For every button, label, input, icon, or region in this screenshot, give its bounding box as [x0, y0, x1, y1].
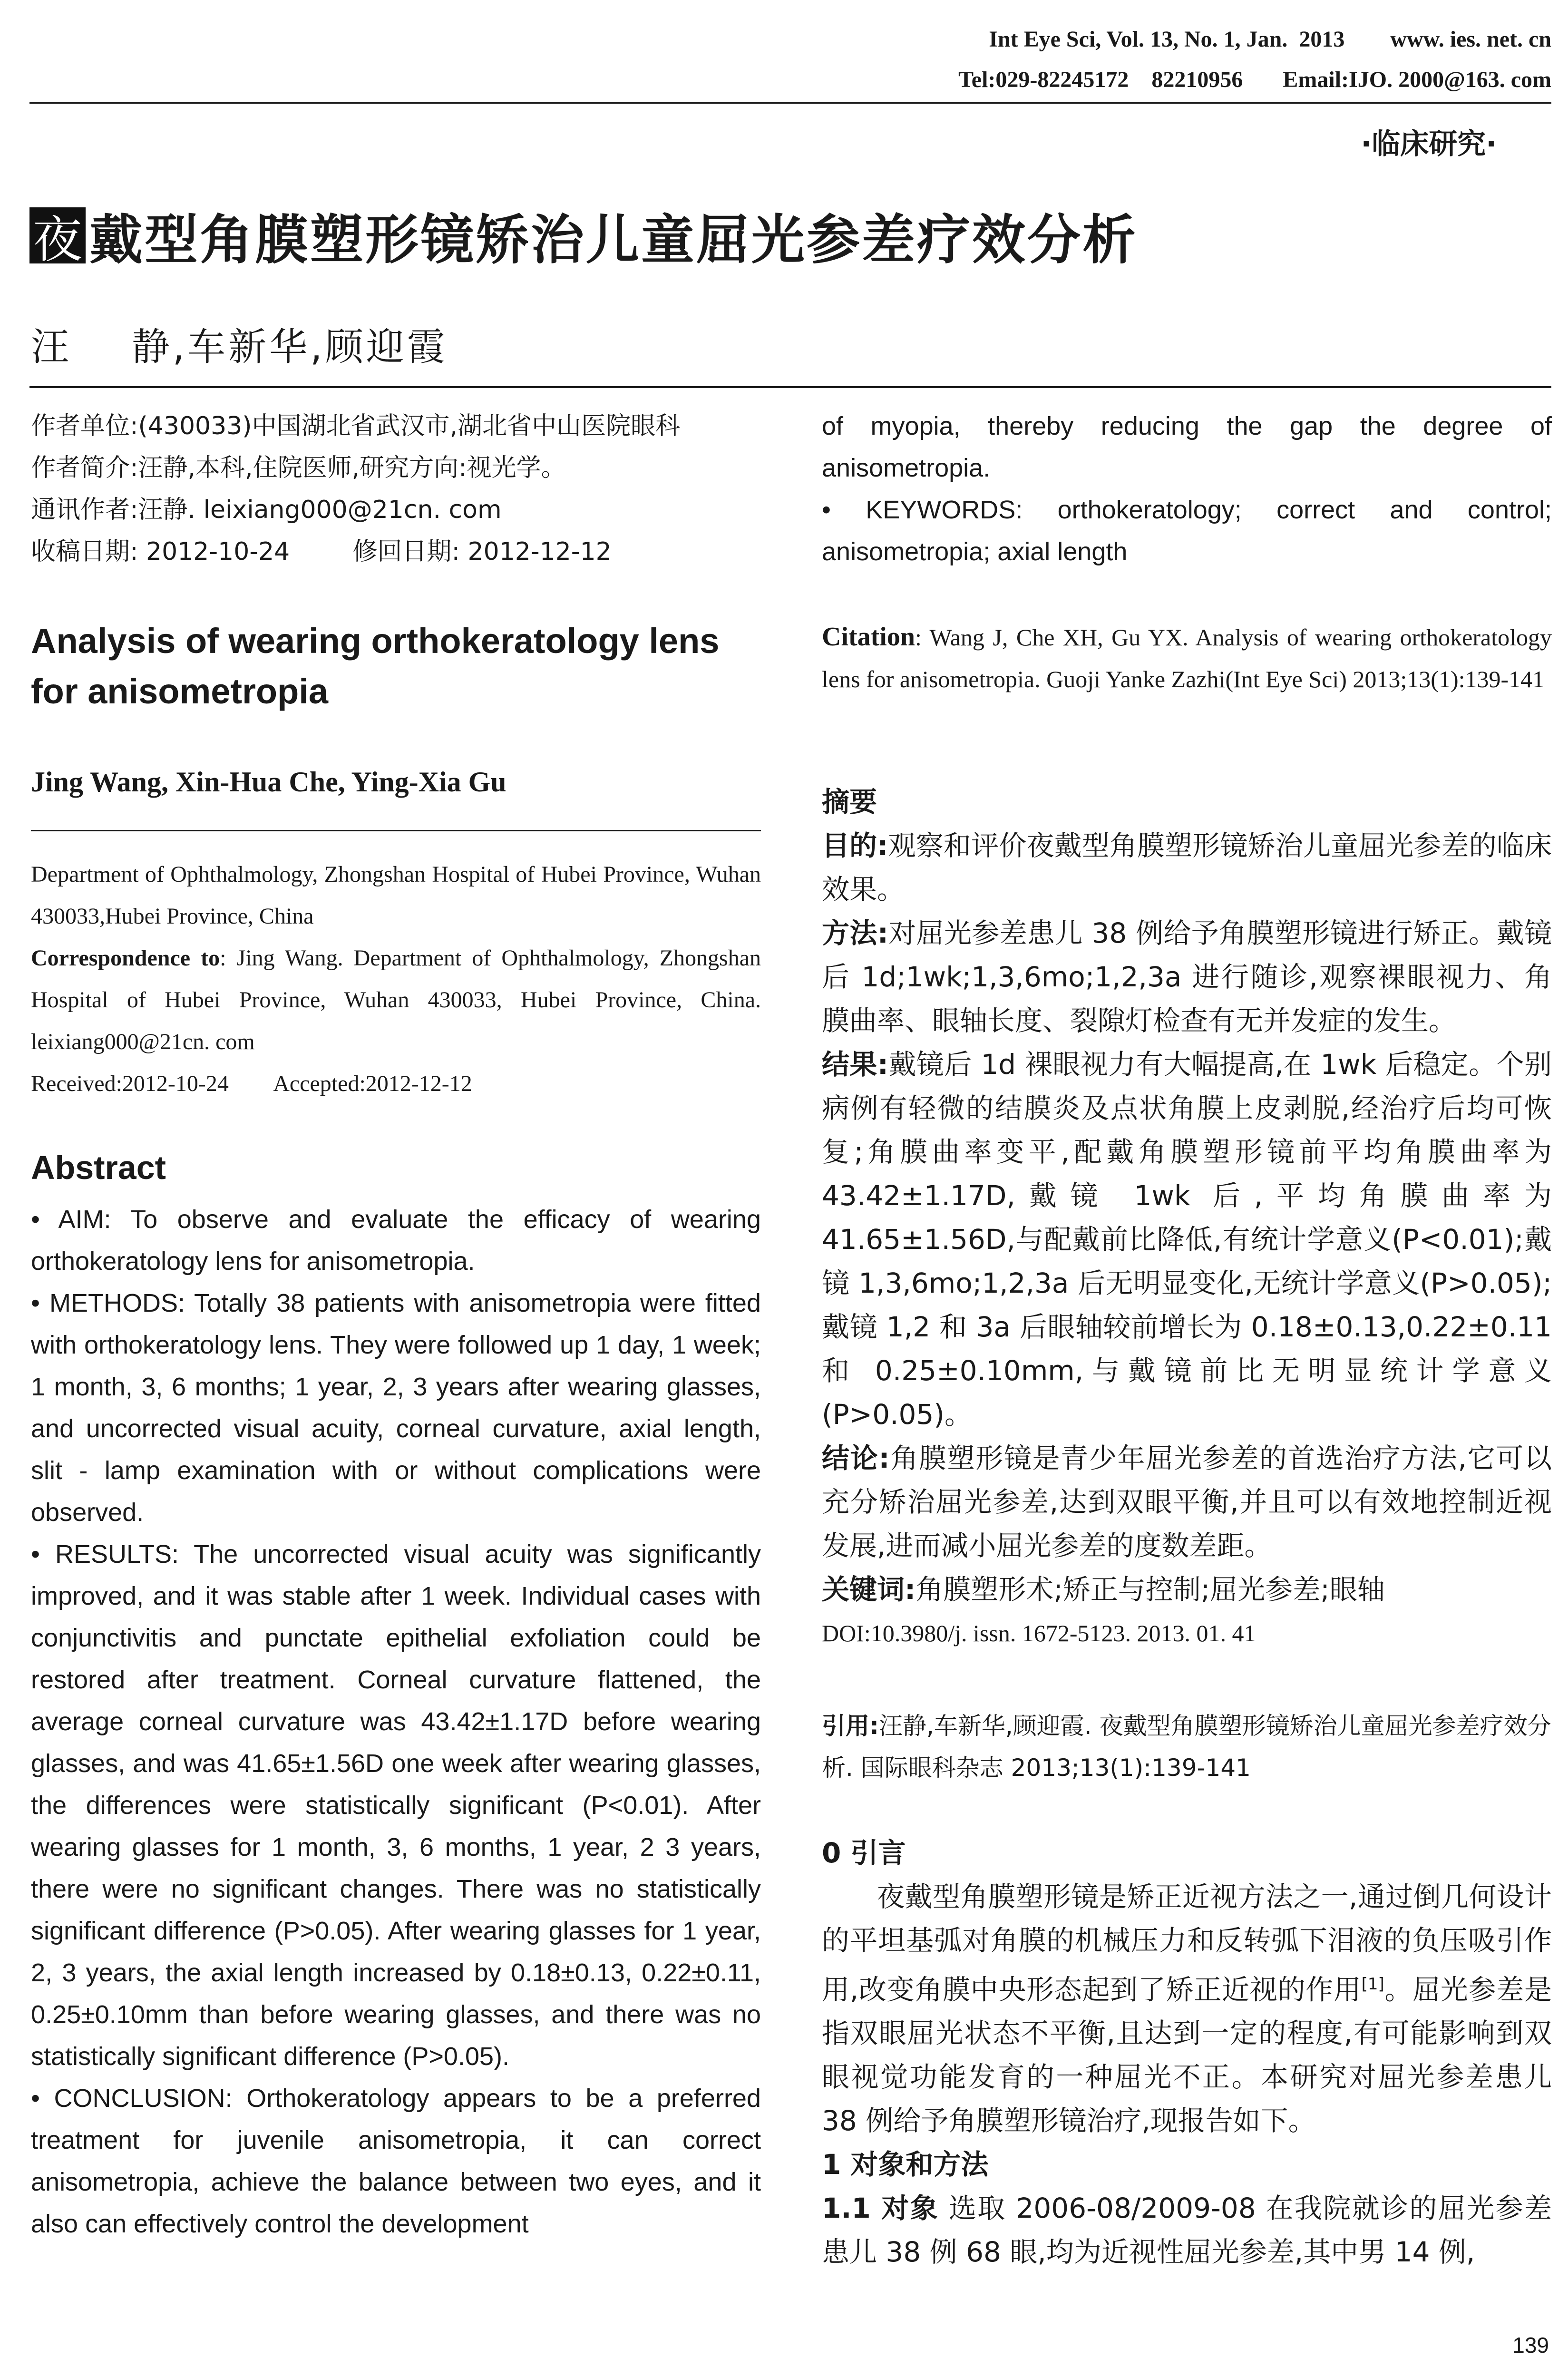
- zh-keywords: [822, 1568, 1552, 1611]
- paper-title: [29, 200, 1138, 271]
- intro-text-b: 。屈光参差是指双眼屈光状态不平衡,且达到一定的程度,有可能影响到双眼视觉功能发育的一种屈光不正。本研究对屈光参差患儿 38 例给予角膜塑形镜治疗,现报告如下。: [822, 1973, 1552, 2137]
- abstract-continued: [822, 405, 1552, 573]
- methods-subjects: [822, 2186, 1552, 2274]
- received-dates: Received:2012-10-24 Accepted:2012-12-12: [31, 1071, 472, 1096]
- zh-keywords-label: 关键词:: [822, 1573, 916, 1606]
- department: Department of Ophthalmology, Zhongshan Hospital of Hubei Province, Wuhan 430033,Hubei Province, China: [31, 862, 761, 929]
- intro-paragraph: [822, 1875, 1552, 2143]
- zh-abstract: [822, 780, 1552, 1655]
- citation-label: Citation: [822, 622, 915, 652]
- page-number: 139: [1512, 2333, 1549, 2358]
- english-authors: Jing Wang, Xin-Hua Che, Ying-Xia Gu: [31, 766, 506, 798]
- dates-zh: 收稿日期: 2012-10-24 修回日期: 2012-12-12: [31, 537, 612, 566]
- title-rule: [29, 386, 1551, 388]
- contact-info: Tel:029-82245172 82210956 Email:IJO. 2000@163. com: [958, 67, 1551, 92]
- zh-results: [822, 1042, 1552, 1436]
- zh-conclusion-label: 结论:: [822, 1442, 890, 1474]
- zh-aim-label: 目的:: [822, 829, 888, 862]
- abstract-conclusion: • CONCLUSION: Orthokeratology appears to be a preferred treatment for juvenile anisometropia, it can correct anisometropia, achieve the balance between two eyes, and it also can effectively control the development: [31, 2084, 761, 2238]
- zh-citation-label: 引用:: [822, 1712, 879, 1740]
- zh-abstract-heading: 摘要: [822, 786, 877, 818]
- authors-rule: [31, 830, 761, 831]
- abstract-results: • RESULTS: The uncorrected visual acuity was significantly improved, and it was stable after 1 week. Individual cases with conjunctivitis and punctate epithelial exfoliation could be restored after treatment. Corneal curvature flattened, the average corneal curvature was 43.42±1.17D before wearing glasses, and was 41.65±1.56D one week after wearing glasses, the differences were statistically significant (P<0.01). After wearing glasses for 1 month, 3, 6 months, 1 year, 2 3 years, there were no significant changes. There was no statistically significant difference (P>0.05). After wearing glasses for 1 year, 2, 3 years, the axial length increased by 0.18±0.13, 0.22±0.11, 0.25±0.10mm than before wearing glasses, and there was no statistically significant difference (P>0.05).: [31, 1540, 761, 2071]
- abstract-heading: Abstract: [31, 1149, 166, 1186]
- header-rule: [29, 102, 1551, 104]
- abstract-conclusion-cont: of myopia, thereby reducing the gap the degree of anisometropia.: [822, 412, 1552, 482]
- zh-results-text: 戴镜后 1d 裸眼视力有大幅提高,在 1wk 后稳定。个别病例有轻微的结膜炎及点状角膜上皮剥脱,经治疗后均可恢复;角膜曲率变平,配戴角膜塑形镜前平均角膜曲率为 43.42±1.17D,戴镜 1wk 后,平均角膜曲率为 41.65±1.56D,与配戴前比降低,有统计学意义(P<0.01);戴镜 1,3,6mo;1,2,3a 后无明显变化,无统计学意义(P>0.05);戴镜 1,2 和 3a 后眼轴较前增长为 0.18±0.13,0.22±0.11 和 0.25±0.10mm,与戴镜前比无明显统计学意义(P>0.05)。: [822, 1048, 1552, 1431]
- author-bio-zh: 作者简介:汪静,本科,住院医师,研究方向:视光学。: [31, 454, 566, 482]
- methods-heading: 1 对象和方法: [822, 2148, 989, 2181]
- zh-results-label: 结果:: [822, 1048, 888, 1081]
- citation: [822, 616, 1552, 700]
- zh-citation-text: 汪静,车新华,顾迎霞. 夜戴型角膜塑形镜矫治儿童屈光参差疗效分析. 国际眼科杂志 2013;13(1):139-141: [822, 1712, 1551, 1782]
- english-title: Analysis of wearing orthokeratology lens for anisometropia: [31, 621, 720, 711]
- correspondence: [31, 937, 761, 1063]
- title-text: 戴型角膜塑形镜矫治儿童屈光参差疗效分析: [89, 209, 1138, 271]
- zh-keywords-text: 角膜塑形术;矫正与控制;屈光参差;眼轴: [915, 1573, 1385, 1606]
- zh-methods: [822, 911, 1552, 1042]
- abstract-keywords: • KEYWORDS: orthokeratology; correct and control; anisometropia; axial length: [822, 496, 1552, 566]
- zh-methods-text: 对屈光参差患儿 38 例给予角膜塑形镜进行矫正。戴镜后 1d;1wk;1,3,6mo;1,2,3a 进行随诊,观察裸眼视力、角膜曲率、眼轴长度、裂隙灯检查有无并发症的发生。: [822, 917, 1552, 1037]
- correspondence-label: Correspondence to: [31, 945, 220, 971]
- abstract-body: [31, 1198, 761, 2245]
- introduction: [822, 1831, 1552, 2274]
- doi: DOI:10.3980/j. issn. 1672-5123. 2013. 01. 41: [822, 1620, 1256, 1646]
- zh-citation: [822, 1705, 1552, 1789]
- author-affiliation-zh: 作者单位:(430033)中国湖北省武汉市,湖北省中山医院眼科: [31, 412, 681, 440]
- corresponding-author-zh: 通讯作者:汪静. leixiang000@21cn. com: [31, 496, 502, 524]
- zh-methods-label: 方法:: [822, 917, 888, 949]
- section-label: ·临床研究·: [1361, 127, 1497, 161]
- journal-info: Int Eye Sci, Vol. 13, No. 1, Jan. 2013 www. ies. net. cn: [989, 27, 1551, 52]
- intro-ref: [1]: [1361, 1975, 1384, 1994]
- abstract-methods: • METHODS: Totally 38 patients with anisometropia were fitted with orthokeratology lens. They were followed up 1 day, 1 week; 1 month, 3, 6 months; 1 year, 2, 3 years after wearing glasses, and uncorrected visual acuity, corneal curvature, axial length, slit - lamp examination with or without complications were observed.: [31, 1289, 761, 1527]
- affiliation: [31, 854, 761, 1105]
- intro-text-a: 夜戴型角膜塑形镜是矫正近视方法之一,通过倒几何设计的平坦基弧对角膜的机械压力和反转弧下泪液的负压吸引作用,改变角膜中央形态起到了矫正近视的作用: [822, 1880, 1552, 2006]
- methods-subjects-text: 选取 2006-08/2009-08 在我院就诊的屈光参差患儿 38 例 68 眼,均为近视性屈光参差,其中男 14 例,: [822, 2192, 1552, 2269]
- author-info-zh: [31, 405, 761, 573]
- zh-aim-text: 观察和评价夜戴型角膜塑形镜矫治儿童屈光参差的临床效果。: [822, 829, 1552, 906]
- citation-text: : Wang J, Che XH, Gu YX. Analysis of wearing orthokeratology lens for anisometropia. Guoji Yanke Zazhi(Int Eye Sci) 2013;13(1):139-141: [822, 624, 1552, 692]
- correspondence-text: : Jing Wang. Department of Ophthalmology, Zhongshan Hospital of Hubei Province, Wuhan 430033, Hubei Province, China. leixiang000@21cn. com: [31, 945, 761, 1054]
- zh-conclusion: [822, 1436, 1552, 1568]
- abstract-aim: • AIM: To observe and evaluate the efficacy of wearing orthokeratology lens for anisometropia.: [31, 1205, 761, 1276]
- title-initial: 夜: [29, 207, 86, 263]
- authors-zh: 汪 静,车新华,顾迎霞: [31, 325, 448, 369]
- zh-conclusion-text: 角膜塑形镜是青少年屈光参差的首选治疗方法,它可以充分矫治屈光参差,达到双眼平衡,并且可以有效地控制近视发展,进而减小屈光参差的度数差距。: [822, 1442, 1552, 1562]
- zh-aim: [822, 824, 1552, 911]
- intro-heading: 0 引言: [822, 1837, 906, 1869]
- methods-sub-label: 1.1 对象: [822, 2192, 939, 2225]
